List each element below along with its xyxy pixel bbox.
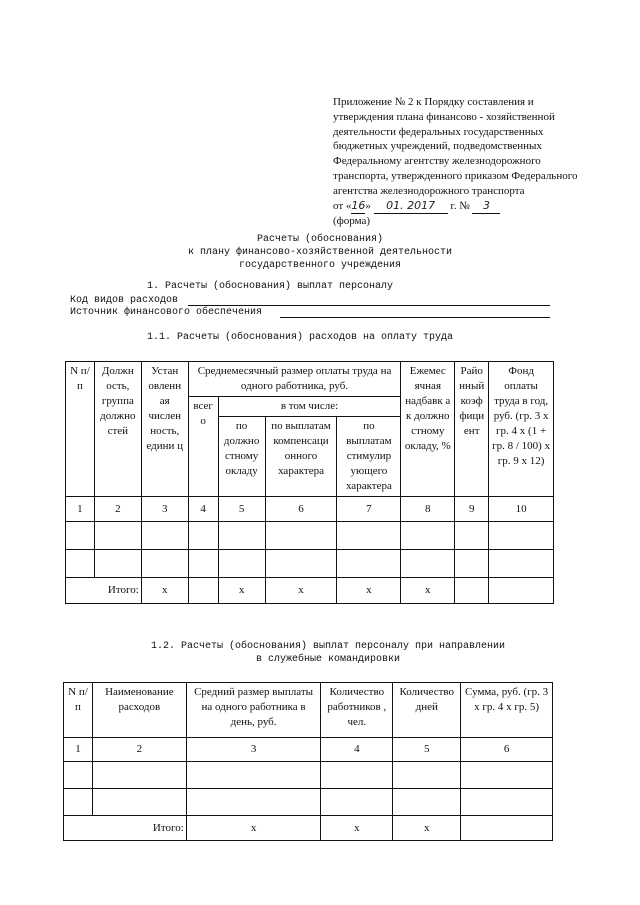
table-row xyxy=(66,522,554,550)
labor-cost-table xyxy=(65,361,554,604)
expense-code-field xyxy=(188,295,550,306)
table-cell xyxy=(92,762,186,789)
table-cell xyxy=(218,522,265,550)
table-cell xyxy=(455,550,489,578)
header-incentive: по выплатам стимулир ующего характера xyxy=(337,417,401,497)
section1-heading: 1. Расчеты (обоснования) выплат персоналу xyxy=(147,281,394,292)
column-number: 4 xyxy=(188,497,218,522)
table-cell xyxy=(188,578,218,604)
appendix-line: агентства железнодорожного транспорта xyxy=(333,184,525,197)
document-title xyxy=(0,233,640,272)
total-mark: x xyxy=(186,816,321,841)
section1-2-heading-line: 1.2. Расчеты (обоснования) выплат персоналу при направлении xyxy=(150,641,506,652)
date-day: 16 xyxy=(351,199,365,215)
column-number: 2 xyxy=(92,738,186,762)
total-mark: x xyxy=(321,816,393,841)
table-cell xyxy=(455,522,489,550)
appendix-line: Приложение № 2 к Порядку составления и xyxy=(333,96,534,108)
table-cell xyxy=(489,550,554,578)
column-number: 1 xyxy=(66,497,95,522)
total-label: Итого: xyxy=(64,816,187,841)
column-number: 5 xyxy=(393,738,461,762)
header-headcount: Устан овленн ая числен ность, едини ц xyxy=(141,362,188,497)
header-employees: Количество работников , чел. xyxy=(321,683,393,738)
appendix-line: Федеральному агентству железнодорожного xyxy=(333,155,541,168)
table-cell xyxy=(186,789,321,816)
header-sum: Сумма, руб. (гр. 3 x гр. 4 x гр. 5) xyxy=(461,683,553,738)
table-row xyxy=(64,789,553,816)
table-header-row xyxy=(64,683,553,738)
number-prefix: г. № xyxy=(450,199,470,212)
table-cell xyxy=(461,816,553,841)
table-cell xyxy=(64,789,93,816)
appendix-line: бюджетных учреждений, подведомственных xyxy=(333,140,542,153)
table-cell xyxy=(489,578,554,604)
table-cell xyxy=(64,762,93,789)
total-mark: x xyxy=(401,578,455,604)
appendix-line: утверждения плана финансово - хозяйственной xyxy=(333,110,555,123)
header-position: Должн ость, группа должно стей xyxy=(94,362,141,497)
table-cell xyxy=(186,762,321,789)
header-total: всег о xyxy=(188,397,218,497)
header-compensation: по выплатам компенсаци онного характера xyxy=(265,417,337,497)
header-number: N п/п xyxy=(64,683,93,738)
title-line: Расчеты (обоснования) xyxy=(256,234,384,245)
column-number: 3 xyxy=(186,738,321,762)
table-cell xyxy=(321,762,393,789)
order-number: 3 xyxy=(472,199,500,215)
table-cell xyxy=(92,789,186,816)
appendix-line: деятельности федеральных государственных xyxy=(333,125,544,138)
header-regional-coef: Райо нный коэф фици ент xyxy=(455,362,489,497)
header-payroll-fund: Фонд оплаты труда в год, руб. (гр. 3 x гр. 4 x (1 + гр. 8 / 100) x гр. 9 x 12) xyxy=(489,362,554,497)
column-number: 3 xyxy=(141,497,188,522)
table-cell xyxy=(218,550,265,578)
total-mark: x xyxy=(393,816,461,841)
header-including: в том числе: xyxy=(218,397,401,417)
table-cell xyxy=(393,789,461,816)
table-cell xyxy=(337,550,401,578)
total-mark: x xyxy=(265,578,337,604)
column-number: 6 xyxy=(265,497,337,522)
order-date-line xyxy=(333,199,586,215)
column-number: 6 xyxy=(461,738,553,762)
table-cell xyxy=(393,762,461,789)
appendix-line: транспорта, утвержденного приказом Федерального xyxy=(333,169,578,182)
total-mark: x xyxy=(141,578,188,604)
total-row xyxy=(64,816,553,841)
table-row xyxy=(66,550,554,578)
table-cell xyxy=(455,578,489,604)
table-cell xyxy=(265,550,337,578)
section1-2-heading-line: в служебные командировки xyxy=(255,654,401,665)
column-number-row xyxy=(66,497,554,522)
total-label: Итого: xyxy=(66,578,142,604)
funding-source-field xyxy=(280,307,550,318)
column-number: 9 xyxy=(455,497,489,522)
table-cell xyxy=(141,522,188,550)
table-cell xyxy=(188,522,218,550)
table-cell xyxy=(66,550,95,578)
header-days: Количество дней xyxy=(393,683,461,738)
table-cell xyxy=(461,762,553,789)
table-cell xyxy=(489,522,554,550)
table-cell xyxy=(141,550,188,578)
expense-code-label: Код видов расходов xyxy=(70,295,179,306)
table-row xyxy=(64,762,553,789)
table-header-row xyxy=(66,362,554,397)
column-number: 2 xyxy=(94,497,141,522)
table-cell xyxy=(94,550,141,578)
table-cell xyxy=(321,789,393,816)
header-number: N п/п xyxy=(66,362,95,497)
table-cell xyxy=(401,522,455,550)
column-number: 8 xyxy=(401,497,455,522)
date-mid: » xyxy=(365,199,371,212)
header-avg-salary: Среднемесячный размер оплаты труда на одного работника, руб. xyxy=(188,362,401,397)
column-number: 7 xyxy=(337,497,401,522)
table-cell xyxy=(66,522,95,550)
table-cell xyxy=(188,550,218,578)
header-daily-amount: Средний размер выплаты на одного работника в день, руб. xyxy=(186,683,321,738)
table-cell xyxy=(337,522,401,550)
column-number: 1 xyxy=(64,738,93,762)
total-mark: x xyxy=(218,578,265,604)
funding-source-label: Источник финансового обеспечения xyxy=(70,307,263,318)
table-cell xyxy=(265,522,337,550)
total-mark: x xyxy=(337,578,401,604)
table-cell xyxy=(461,789,553,816)
appendix-block xyxy=(333,95,586,229)
date-prefix: от « xyxy=(333,199,352,212)
header-expense-name: Наименование расходов xyxy=(92,683,186,738)
section1-2-heading xyxy=(118,640,538,666)
table-cell xyxy=(94,522,141,550)
title-line: к плану финансово-хозяйственной деятельности xyxy=(187,247,453,258)
header-monthly-bonus: Ежемес ячная надбавк а к должно стному окладу, % xyxy=(401,362,455,497)
column-number: 10 xyxy=(489,497,554,522)
date-month-year: 01. 2017 xyxy=(374,199,448,215)
section1-1-heading: 1.1. Расчеты (обоснования) расходов на оплату труда xyxy=(147,332,454,343)
header-by-salary: по должно стному окладу xyxy=(218,417,265,497)
table-cell xyxy=(401,550,455,578)
total-row xyxy=(66,578,554,604)
column-number: 5 xyxy=(218,497,265,522)
business-trip-table xyxy=(63,682,553,841)
column-number: 4 xyxy=(321,738,393,762)
column-number-row xyxy=(64,738,553,762)
form-label: (форма) xyxy=(333,215,371,228)
title-line: государственного учреждения xyxy=(238,260,402,271)
